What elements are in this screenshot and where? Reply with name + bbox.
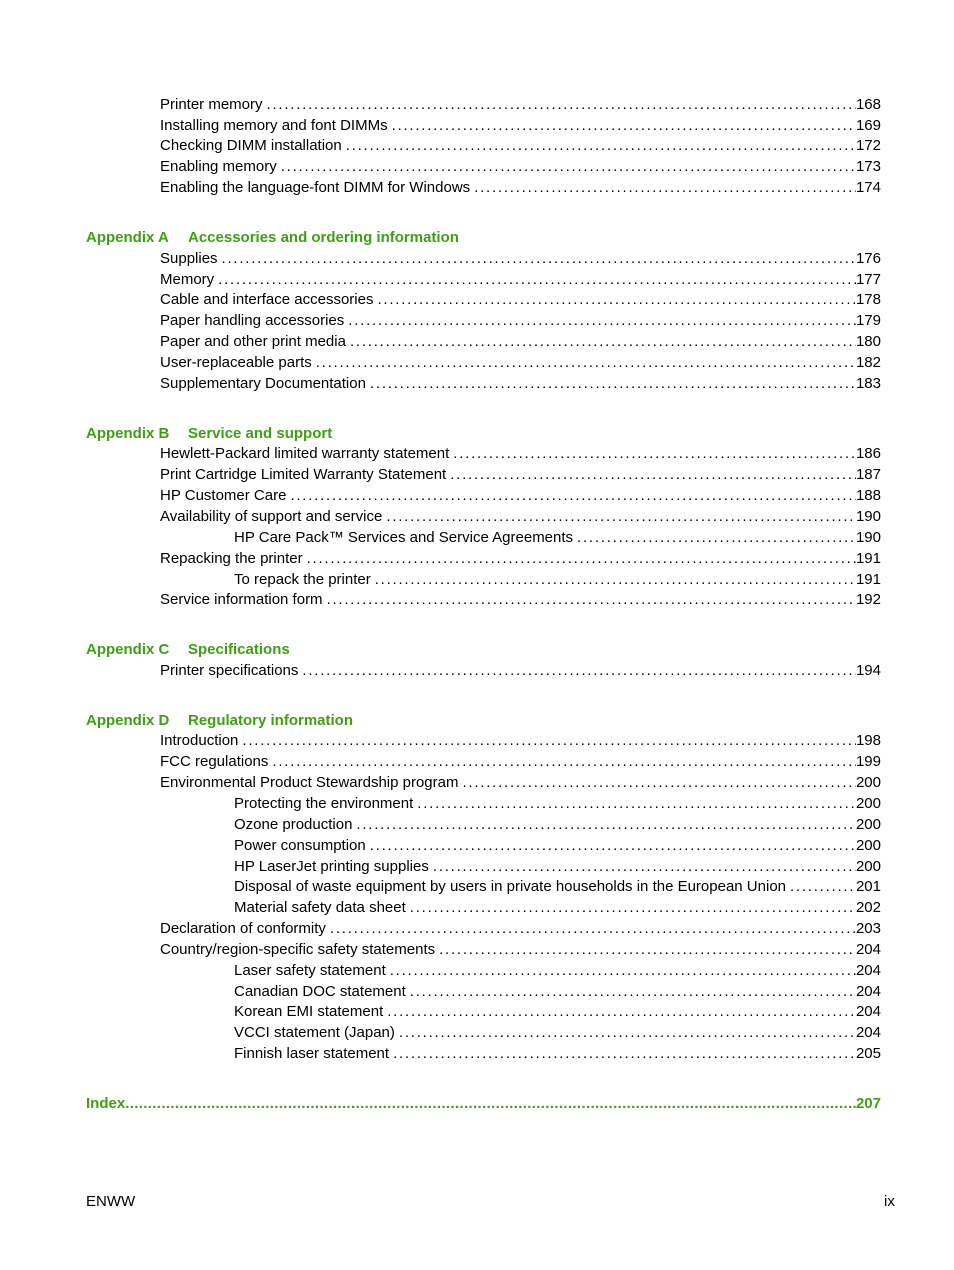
toc-subentry[interactable] xyxy=(234,794,881,814)
toc-subentry[interactable] xyxy=(234,877,881,897)
toc-entry-label: Canadian DOC statement xyxy=(234,983,406,1000)
footer-page-number: ix xyxy=(884,1193,895,1210)
toc-page-number: 204 xyxy=(855,983,881,1000)
toc-entry-label: FCC regulations xyxy=(160,753,269,770)
toc-entry-label: Supplies xyxy=(160,250,218,267)
appendix-d-heading[interactable] xyxy=(86,711,353,731)
dot-leader xyxy=(370,836,856,856)
dot-leader xyxy=(392,116,856,136)
appendix-title: Regulatory information xyxy=(188,712,354,729)
toc-entry[interactable] xyxy=(160,444,881,464)
toc-entry-label: VCCI statement (Japan) xyxy=(234,1024,395,1041)
appendix-title: Accessories and ordering information xyxy=(188,229,459,246)
dot-leader xyxy=(290,486,856,506)
toc-entry-label: Environmental Product Stewardship program xyxy=(160,774,459,791)
toc-entry-label: To repack the printer xyxy=(234,571,371,588)
toc-entry-label: Disposal of waste equipment by users in private households in the European Union xyxy=(234,878,786,895)
toc-page-number: 200 xyxy=(855,816,881,833)
dot-leader xyxy=(302,661,856,681)
toc-page-number: 180 xyxy=(855,333,881,350)
dot-leader xyxy=(267,95,856,115)
toc-entry[interactable] xyxy=(160,290,881,310)
footer-doc-code: ENWW xyxy=(86,1193,136,1210)
toc-page-number: 183 xyxy=(855,375,881,392)
toc-entry[interactable] xyxy=(160,249,881,269)
toc-page-number: 201 xyxy=(855,878,881,895)
toc-entry[interactable] xyxy=(160,940,881,960)
toc-page-number: 182 xyxy=(855,354,881,371)
dot-leader xyxy=(327,590,856,610)
toc-entry[interactable] xyxy=(160,590,881,610)
toc-entry[interactable] xyxy=(160,752,881,772)
dot-leader xyxy=(387,1002,856,1022)
toc-page-number: 200 xyxy=(855,774,881,791)
dot-leader xyxy=(125,1094,856,1114)
toc-entry[interactable] xyxy=(160,486,881,506)
toc-entry[interactable] xyxy=(160,157,881,177)
toc-subentry[interactable] xyxy=(234,1023,881,1043)
dot-leader xyxy=(410,982,856,1002)
toc-subentry[interactable] xyxy=(234,815,881,835)
index-entry[interactable] xyxy=(86,1094,881,1114)
appendix-a-heading[interactable] xyxy=(86,228,459,248)
toc-entry-label: Country/region-specific safety statements xyxy=(160,941,436,958)
toc-page-number: 194 xyxy=(855,662,881,679)
toc-subentry[interactable] xyxy=(234,528,881,548)
toc-entry-label: HP Care Pack™ Services and Service Agreements xyxy=(234,529,574,546)
toc-entry[interactable] xyxy=(160,919,881,939)
toc-subentry[interactable] xyxy=(234,898,881,918)
toc-entry[interactable] xyxy=(160,270,881,290)
dot-leader xyxy=(316,353,856,373)
index-page-number: 207 xyxy=(855,1095,881,1112)
toc-entry[interactable] xyxy=(160,353,881,373)
toc-entry[interactable] xyxy=(160,773,881,793)
toc-page-number: 192 xyxy=(855,591,881,608)
toc-page-number: 188 xyxy=(855,487,881,504)
dot-leader xyxy=(222,249,856,269)
toc-page-number: 203 xyxy=(855,920,881,937)
appendix-title: Service and support xyxy=(188,425,333,442)
toc-entry[interactable] xyxy=(160,311,881,331)
dot-leader xyxy=(410,898,856,918)
toc-entry-label: Korean EMI statement xyxy=(234,1003,384,1020)
dot-leader xyxy=(790,877,856,897)
toc-entry[interactable] xyxy=(160,507,881,527)
dot-leader xyxy=(453,444,856,464)
toc-page-number: 200 xyxy=(855,795,881,812)
dot-leader xyxy=(399,1023,856,1043)
toc-entry-label: Enabling the language-font DIMM for Windows xyxy=(160,179,471,196)
toc-page-number: 204 xyxy=(855,941,881,958)
dot-leader xyxy=(272,752,856,772)
dot-leader xyxy=(330,919,856,939)
toc-entry[interactable] xyxy=(160,116,881,136)
appendix-tag: Appendix B xyxy=(86,425,170,442)
appendix-tag: Appendix C xyxy=(86,641,170,658)
toc-entry-label: Declaration of conformity xyxy=(160,920,326,937)
toc-page-number: 178 xyxy=(855,291,881,308)
toc-page-number: 168 xyxy=(855,96,881,113)
toc-page-number: 202 xyxy=(855,899,881,916)
toc-page-number: 191 xyxy=(855,550,881,567)
toc-entry-label: Installing memory and font DIMMs xyxy=(160,117,388,134)
dot-leader xyxy=(433,857,856,877)
toc-entry-label: Finnish laser statement xyxy=(234,1045,390,1062)
dot-leader xyxy=(242,731,856,751)
dot-leader xyxy=(307,549,856,569)
dot-leader xyxy=(348,311,856,331)
toc-page-number: 187 xyxy=(855,466,881,483)
dot-leader xyxy=(346,136,856,156)
dot-leader xyxy=(386,507,856,527)
toc-subentry[interactable] xyxy=(234,1002,881,1022)
toc-entry-label: Repacking the printer xyxy=(160,550,303,567)
toc-page-number: 204 xyxy=(855,1003,881,1020)
toc-entry-label: Power consumption xyxy=(234,837,366,854)
dot-leader xyxy=(474,178,856,198)
toc-page-number: 169 xyxy=(855,117,881,134)
toc-entry-label: Print Cartridge Limited Warranty Statement xyxy=(160,466,447,483)
appendix-tag: Appendix A xyxy=(86,229,169,246)
toc-entry-label: Availability of support and service xyxy=(160,508,383,525)
toc-page-number: 190 xyxy=(855,529,881,546)
toc-entry-label: Ozone production xyxy=(234,816,353,833)
dot-leader xyxy=(462,773,855,793)
dot-leader xyxy=(439,940,856,960)
dot-leader xyxy=(393,1044,856,1064)
toc-page-number: 205 xyxy=(855,1045,881,1062)
dot-leader xyxy=(417,794,856,814)
dot-leader xyxy=(370,374,856,394)
toc-entry[interactable] xyxy=(160,95,881,115)
toc-page-number: 186 xyxy=(855,445,881,462)
toc-entry-label: Memory xyxy=(160,271,215,288)
toc-page-number: 173 xyxy=(855,158,881,175)
toc-page-number: 199 xyxy=(855,753,881,770)
dot-leader xyxy=(350,332,856,352)
toc-page-number: 172 xyxy=(855,137,881,154)
toc-entry-label: Printer memory xyxy=(160,96,263,113)
dot-leader xyxy=(281,157,856,177)
toc-entry-label: Material safety data sheet xyxy=(234,899,406,916)
toc-page-number: 198 xyxy=(855,732,881,749)
dot-leader xyxy=(218,270,856,290)
toc-subentry[interactable] xyxy=(234,1044,881,1064)
toc-entry-label: Protecting the environment xyxy=(234,795,414,812)
dot-leader xyxy=(390,961,856,981)
dot-leader xyxy=(375,570,856,590)
toc-subentry[interactable] xyxy=(234,982,881,1002)
toc-entry-label: HP Customer Care xyxy=(160,487,287,504)
toc-entry[interactable] xyxy=(160,136,881,156)
toc-page-number: 200 xyxy=(855,837,881,854)
toc-entry-label: Service information form xyxy=(160,591,323,608)
toc-subentry[interactable] xyxy=(234,857,881,877)
toc-page-number: 190 xyxy=(855,508,881,525)
toc-subentry[interactable] xyxy=(234,836,881,856)
appendix-tag: Appendix D xyxy=(86,712,170,729)
toc-entry-label: User-replaceable parts xyxy=(160,354,312,371)
toc-entry-label: Printer specifications xyxy=(160,662,299,679)
toc-entry-label: Hewlett-Packard limited warranty statement xyxy=(160,445,450,462)
toc-entry-label: Checking DIMM installation xyxy=(160,137,342,154)
toc-page-number: 177 xyxy=(855,271,881,288)
toc-entry[interactable] xyxy=(160,374,881,394)
toc-entry[interactable] xyxy=(160,465,881,485)
toc-page-number: 176 xyxy=(855,250,881,267)
dot-leader xyxy=(450,465,856,485)
toc-entry[interactable] xyxy=(160,731,881,751)
toc-entry[interactable] xyxy=(160,178,881,198)
toc-entry[interactable] xyxy=(160,549,881,569)
toc-entry-label: HP LaserJet printing supplies xyxy=(234,858,429,875)
toc-entry-label: Introduction xyxy=(160,732,239,749)
toc-page-number: 204 xyxy=(855,962,881,979)
toc-entry-label: Supplementary Documentation xyxy=(160,375,366,392)
dot-leader xyxy=(577,528,856,548)
toc-entry[interactable] xyxy=(160,332,881,352)
appendix-b-heading[interactable] xyxy=(86,424,332,444)
toc-page-number: 200 xyxy=(855,858,881,875)
toc-entry-label: Paper and other print media xyxy=(160,333,346,350)
index-label: Index xyxy=(86,1095,126,1112)
toc-page-number: 191 xyxy=(855,571,881,588)
toc-subentry[interactable] xyxy=(234,570,881,590)
toc-page-number: 174 xyxy=(855,179,881,196)
toc-entry[interactable] xyxy=(160,661,881,681)
appendix-c-heading[interactable] xyxy=(86,640,290,660)
dot-leader xyxy=(377,290,856,310)
appendix-title: Specifications xyxy=(188,641,290,658)
toc-entry-label: Cable and interface accessories xyxy=(160,291,374,308)
toc-entry-label: Paper handling accessories xyxy=(160,312,345,329)
toc-entry-label: Enabling memory xyxy=(160,158,277,175)
dot-leader xyxy=(356,815,856,835)
toc-subentry[interactable] xyxy=(234,961,881,981)
toc-entry-label: Laser safety statement xyxy=(234,962,386,979)
toc-page-number: 204 xyxy=(855,1024,881,1041)
toc-page-number: 179 xyxy=(855,312,881,329)
